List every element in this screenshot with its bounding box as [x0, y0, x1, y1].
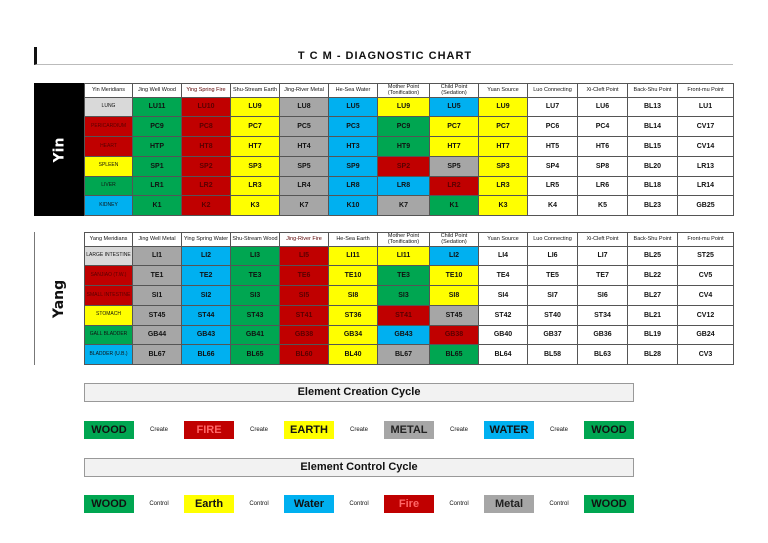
table-cell: LR3: [231, 176, 280, 196]
control-label: Control: [149, 501, 169, 507]
table-cell: LU11: [133, 97, 182, 117]
table-cell: K3: [231, 196, 280, 216]
header-metal: Jing Well Metal: [133, 233, 182, 247]
table-cell: HT8: [182, 137, 231, 157]
table-cell: SP5: [430, 156, 479, 176]
table-cell: K5: [578, 196, 628, 216]
table-cell: PC7: [430, 117, 479, 137]
meridian-name: KIDNEY: [85, 196, 133, 216]
header-child-point: Child Point (Sedation): [430, 233, 479, 247]
table-row: [85, 137, 734, 157]
element-wood: WOOD: [84, 495, 134, 513]
table-cell: BL28: [628, 345, 678, 365]
meridian-name: STOMACH: [85, 305, 133, 325]
table-cell: SI2: [182, 286, 231, 306]
table-cell: LR1: [133, 176, 182, 196]
table-cell: TE10: [430, 266, 479, 286]
table-cell: LR2: [182, 176, 231, 196]
table-cell: LR14: [678, 176, 734, 196]
header-fire: Ying Spring Fire: [182, 84, 231, 98]
header-fire: Jing-River Fire: [280, 233, 329, 247]
table-cell: LR8: [329, 176, 378, 196]
table-cell: SI3: [378, 286, 430, 306]
table-cell: TE2: [182, 266, 231, 286]
table-cell: BL58: [528, 345, 578, 365]
table-cell: BL23: [628, 196, 678, 216]
header-mother-point: Mother Point (Tonification): [378, 84, 430, 98]
table-cell: CV3: [678, 345, 734, 365]
meridian-name: LUNG: [85, 97, 133, 117]
table-cell: BL27: [628, 286, 678, 306]
yin-header-row: [85, 84, 734, 98]
control-cycle-title: Element Control Cycle: [84, 458, 634, 477]
table-cell: LR4: [280, 176, 329, 196]
table-cell: ST40: [528, 305, 578, 325]
element-metal: Metal: [484, 495, 534, 513]
table-cell: BL63: [578, 345, 628, 365]
table-cell: BL22: [628, 266, 678, 286]
header-back-shu: Back-Shu Point: [628, 84, 678, 98]
table-cell: LI5: [280, 246, 329, 266]
table-row: [85, 117, 734, 137]
table-cell: K1: [430, 196, 479, 216]
table-cell: LI2: [430, 246, 479, 266]
table-cell: LI3: [231, 246, 280, 266]
element-wood: WOOD: [584, 421, 634, 439]
table-cell: SI6: [578, 286, 628, 306]
table-cell: SP3: [231, 156, 280, 176]
table-cell: LI7: [578, 246, 628, 266]
meridian-name: HEART: [85, 137, 133, 157]
create-label: Create: [449, 427, 468, 433]
control-cycle-row: [84, 495, 634, 513]
table-cell: CV14: [678, 137, 734, 157]
table-cell: BL65: [231, 345, 280, 365]
table-cell: SP5: [280, 156, 329, 176]
control-label: Control: [249, 501, 269, 507]
table-cell: PC6: [528, 117, 578, 137]
table-cell: ST41: [280, 305, 329, 325]
table-cell: TE1: [133, 266, 182, 286]
table-cell: K10: [329, 196, 378, 216]
table-cell: HT3: [329, 137, 378, 157]
table-cell: GB38: [430, 325, 479, 345]
table-cell: LR5: [528, 176, 578, 196]
element-wood: WOOD: [84, 421, 134, 439]
table-cell: ST45: [133, 305, 182, 325]
meridian-name: PERICARDIUM: [85, 117, 133, 137]
table-cell: PC4: [578, 117, 628, 137]
table-cell: BL60: [280, 345, 329, 365]
table-cell: LR6: [578, 176, 628, 196]
table-cell: BL18: [628, 176, 678, 196]
table-cell: K1: [133, 196, 182, 216]
table-cell: PC8: [182, 117, 231, 137]
table-cell: TE6: [280, 266, 329, 286]
table-cell: GB36: [578, 325, 628, 345]
creation-cycle-title: Element Creation Cycle: [84, 383, 634, 402]
table-cell: ST41: [378, 305, 430, 325]
table-cell: BL25: [628, 246, 678, 266]
create-label: Create: [349, 427, 368, 433]
create-label: Create: [549, 427, 568, 433]
table-cell: ST42: [479, 305, 528, 325]
table-cell: BL21: [628, 305, 678, 325]
table-cell: K3: [479, 196, 528, 216]
table-cell: K7: [280, 196, 329, 216]
header-meridians: Yang Meridians: [85, 233, 133, 247]
header-water: He-Sea Water: [329, 84, 378, 98]
table-row: [85, 345, 734, 365]
element-water: WATER: [484, 421, 534, 439]
table-cell: HT7: [479, 137, 528, 157]
table-cell: K4: [528, 196, 578, 216]
table-cell: GB41: [231, 325, 280, 345]
table-cell: BL14: [628, 117, 678, 137]
table-cell: GB43: [378, 325, 430, 345]
table-cell: SI7: [528, 286, 578, 306]
meridian-name: LIVER: [85, 176, 133, 196]
table-cell: BL40: [329, 345, 378, 365]
header-front-mu: Front-mu Point: [678, 233, 734, 247]
table-cell: ST43: [231, 305, 280, 325]
table-cell: CV12: [678, 305, 734, 325]
table-cell: K2: [182, 196, 231, 216]
table-cell: LU10: [182, 97, 231, 117]
table-cell: PC9: [378, 117, 430, 137]
control-label: Control: [549, 501, 569, 507]
table-cell: LR2: [430, 176, 479, 196]
table-cell: LI2: [182, 246, 231, 266]
element-wood: WOOD: [584, 495, 634, 513]
table-cell: LI6: [528, 246, 578, 266]
header-metal: Jing-River Metal: [280, 84, 329, 98]
table-cell: HT5: [528, 137, 578, 157]
header-wood: Shu-Stream Wood: [231, 233, 280, 247]
yang-header-row: [85, 233, 734, 247]
table-row: [85, 196, 734, 216]
header-child-point: Child Point (Sedation): [430, 84, 479, 98]
table-cell: LU7: [528, 97, 578, 117]
table-cell: ST25: [678, 246, 734, 266]
table-cell: SI8: [430, 286, 479, 306]
create-label: Create: [149, 427, 168, 433]
table-row: [85, 246, 734, 266]
table-cell: HT7: [231, 137, 280, 157]
table-cell: LI4: [479, 246, 528, 266]
table-cell: HT6: [578, 137, 628, 157]
table-cell: LU9: [231, 97, 280, 117]
header-mother-point: Mother Point (Tonification): [378, 233, 430, 247]
meridian-name: BLADDER (U.B.): [85, 345, 133, 365]
table-cell: HT7: [430, 137, 479, 157]
table-cell: TE3: [231, 266, 280, 286]
creation-cycle-row: [84, 421, 634, 439]
header-front-mu: Front-mu Point: [678, 84, 734, 98]
table-cell: GB24: [678, 325, 734, 345]
table-cell: SP2: [378, 156, 430, 176]
table-cell: BL15: [628, 137, 678, 157]
table-cell: HTP: [133, 137, 182, 157]
header-xi-cleft: Xi-Cleft Point: [578, 233, 628, 247]
table-cell: LU6: [578, 97, 628, 117]
element-water: Water: [284, 495, 334, 513]
yang-side-label: Yang: [34, 232, 84, 365]
table-cell: GB25: [678, 196, 734, 216]
table-cell: LU1: [678, 97, 734, 117]
table-cell: CV5: [678, 266, 734, 286]
table-cell: BL64: [479, 345, 528, 365]
table-cell: GB40: [479, 325, 528, 345]
element-fire: Fire: [384, 495, 434, 513]
meridian-name: GALL BLADDER: [85, 325, 133, 345]
meridian-name: LARGE INTESTINE: [85, 246, 133, 266]
table-cell: LR3: [479, 176, 528, 196]
table-cell: LI11: [378, 246, 430, 266]
header-earth: He-Sea Earth: [329, 233, 378, 247]
table-cell: SP4: [528, 156, 578, 176]
table-cell: SI3: [231, 286, 280, 306]
table-cell: BL19: [628, 325, 678, 345]
table-cell: PC9: [133, 117, 182, 137]
table-cell: LU9: [479, 97, 528, 117]
table-cell: TE4: [479, 266, 528, 286]
table-cell: LR13: [678, 156, 734, 176]
table-cell: LI11: [329, 246, 378, 266]
table-cell: GB38: [280, 325, 329, 345]
element-earth: Earth: [184, 495, 234, 513]
table-cell: K7: [378, 196, 430, 216]
element-fire: FIRE: [184, 421, 234, 439]
table-cell: LU5: [329, 97, 378, 117]
yin-side-label: Yin: [34, 83, 84, 216]
table-cell: BL67: [133, 345, 182, 365]
table-cell: BL13: [628, 97, 678, 117]
meridian-name: SMALL INTESTINE: [85, 286, 133, 306]
table-cell: TE7: [578, 266, 628, 286]
table-cell: ST36: [329, 305, 378, 325]
table-cell: LR8: [378, 176, 430, 196]
table-cell: SI5: [280, 286, 329, 306]
table-row: [85, 305, 734, 325]
table-cell: BL67: [378, 345, 430, 365]
table-cell: LU5: [430, 97, 479, 117]
header-wood: Jing Well Wood: [133, 84, 182, 98]
control-label: Control: [349, 501, 369, 507]
table-cell: SI1: [133, 286, 182, 306]
table-cell: PC5: [280, 117, 329, 137]
table-cell: BL65: [430, 345, 479, 365]
table-row: [85, 266, 734, 286]
table-cell: CV4: [678, 286, 734, 306]
table-row: [85, 176, 734, 196]
table-cell: SI4: [479, 286, 528, 306]
table-cell: TE3: [378, 266, 430, 286]
table-cell: LU9: [378, 97, 430, 117]
header-luo-connecting: Luo Connecting: [528, 84, 578, 98]
table-cell: SP2: [182, 156, 231, 176]
element-metal: METAL: [384, 421, 434, 439]
table-cell: PC7: [231, 117, 280, 137]
table-cell: GB44: [133, 325, 182, 345]
table-cell: PC7: [479, 117, 528, 137]
header-luo-connecting: Luo Connecting: [528, 233, 578, 247]
table-cell: SP1: [133, 156, 182, 176]
table-cell: SP9: [329, 156, 378, 176]
table-cell: PC3: [329, 117, 378, 137]
table-row: [85, 156, 734, 176]
table-cell: GB43: [182, 325, 231, 345]
header-meridians: Yin Meridians: [85, 84, 133, 98]
header-xi-cleft: Xi-Cleft Point: [578, 84, 628, 98]
yin-table: [84, 83, 734, 216]
table-row: [85, 325, 734, 345]
table-cell: CV17: [678, 117, 734, 137]
table-cell: BL66: [182, 345, 231, 365]
table-cell: ST45: [430, 305, 479, 325]
table-cell: HT9: [378, 137, 430, 157]
table-cell: ST34: [578, 305, 628, 325]
table-cell: SP3: [479, 156, 528, 176]
table-cell: TE5: [528, 266, 578, 286]
table-cell: GB37: [528, 325, 578, 345]
header-earth: Shu-Stream Earth: [231, 84, 280, 98]
table-cell: GB34: [329, 325, 378, 345]
table-row: [85, 286, 734, 306]
header-water: Ying Spring Water: [182, 233, 231, 247]
element-earth: EARTH: [284, 421, 334, 439]
yang-section: [34, 232, 733, 365]
table-cell: SP8: [578, 156, 628, 176]
meridian-name: SANJIAO (T.W.): [85, 266, 133, 286]
header-back-shu: Back-Shu Point: [628, 233, 678, 247]
table-cell: SI8: [329, 286, 378, 306]
table-row: [85, 97, 734, 117]
header-yuan-source: Yuan Source: [479, 84, 528, 98]
table-cell: HT4: [280, 137, 329, 157]
control-label: Control: [449, 501, 469, 507]
meridian-name: SPLEEN: [85, 156, 133, 176]
create-label: Create: [249, 427, 268, 433]
table-cell: TE10: [329, 266, 378, 286]
table-cell: LU8: [280, 97, 329, 117]
header-yuan-source: Yuan Source: [479, 233, 528, 247]
table-cell: LI1: [133, 246, 182, 266]
yang-table: [84, 232, 734, 365]
yin-section: [34, 83, 733, 216]
table-cell: ST44: [182, 305, 231, 325]
table-cell: BL20: [628, 156, 678, 176]
chart-title: T C M - DIAGNOSTIC CHART: [34, 47, 733, 65]
